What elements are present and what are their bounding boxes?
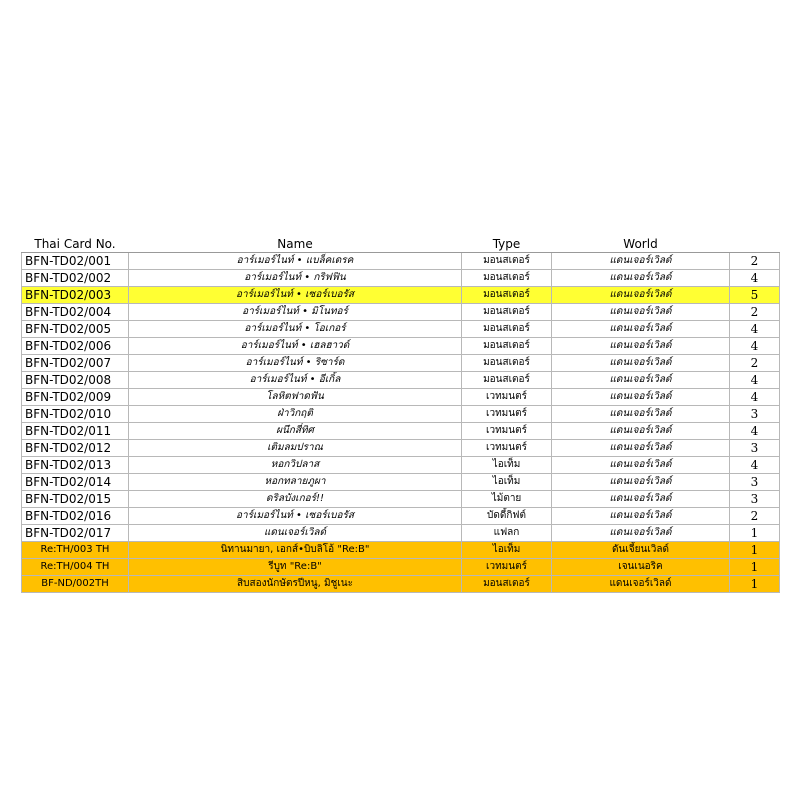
table-row xyxy=(22,508,780,525)
cell-name: หอกทลายภูผา xyxy=(129,474,462,491)
cell-card-no: BFN-TD02/010 xyxy=(22,406,129,423)
cell-card-no: BFN-TD02/006 xyxy=(22,338,129,355)
cell-name: ฝ่าวิกฤติ xyxy=(129,406,462,423)
cell-name: อาร์เมอร์ไนท์ • เซอร์เบอรัส xyxy=(129,508,462,525)
cell-card-no: BFN-TD02/011 xyxy=(22,423,129,440)
cell-type: มอนสเตอร์ xyxy=(462,372,552,389)
cell-count: 3 xyxy=(730,491,780,508)
cell-count: 1 xyxy=(730,559,780,576)
cell-count: 1 xyxy=(730,542,780,559)
cell-world: แดนเจอร์เวิลด์ xyxy=(552,508,730,525)
cell-card-no: BFN-TD02/008 xyxy=(22,372,129,389)
cell-count: 2 xyxy=(730,253,780,270)
cell-world: แดนเจอร์เวิลด์ xyxy=(552,287,730,304)
cell-count: 4 xyxy=(730,423,780,440)
cell-type: มอนสเตอร์ xyxy=(462,253,552,270)
cell-world: เจนเนอริค xyxy=(552,559,730,576)
table-row xyxy=(22,457,780,474)
cell-name: อาร์เมอร์ไนท์ • ริซาร์ด xyxy=(129,355,462,372)
cell-count: 1 xyxy=(730,576,780,593)
cell-card-no: BFN-TD02/017 xyxy=(22,525,129,542)
cell-type: ไม้ตาย xyxy=(462,491,552,508)
table-row xyxy=(22,542,780,559)
cell-name: นิทานมายา, เอกส์•บิบลิโอ้ "Re:B" xyxy=(129,542,462,559)
cell-name: สิบสองนักษัตรปีหนู, มิชูเนะ xyxy=(129,576,462,593)
cell-world: แดนเจอร์เวิลด์ xyxy=(552,355,730,372)
cell-card-no: BFN-TD02/014 xyxy=(22,474,129,491)
table-row xyxy=(22,389,780,406)
cell-world: แดนเจอร์เวิลด์ xyxy=(552,406,730,423)
cell-card-no: BFN-TD02/015 xyxy=(22,491,129,508)
table-row xyxy=(22,474,780,491)
cell-count: 2 xyxy=(730,355,780,372)
cell-type: มอนสเตอร์ xyxy=(462,321,552,338)
cell-card-no: BFN-TD02/004 xyxy=(22,304,129,321)
cell-count: 3 xyxy=(730,440,780,457)
cell-count: 2 xyxy=(730,304,780,321)
cell-count: 3 xyxy=(730,406,780,423)
table-row xyxy=(22,355,780,372)
cell-type: เวทมนตร์ xyxy=(462,406,552,423)
cell-card-no: BFN-TD02/009 xyxy=(22,389,129,406)
cell-name: อาร์เมอร์ไนท์ • เซอร์เบอรัส xyxy=(129,287,462,304)
cell-world: แดนเจอร์เวิลด์ xyxy=(552,440,730,457)
cell-world: แดนเจอร์เวิลด์ xyxy=(552,389,730,406)
cell-name: อาร์เมอร์ไนท์ • กริฟฟิน xyxy=(129,270,462,287)
table-row xyxy=(22,304,780,321)
cell-count: 4 xyxy=(730,457,780,474)
table-row xyxy=(22,321,780,338)
header-world: World xyxy=(552,236,730,253)
cell-card-no: BFN-TD02/016 xyxy=(22,508,129,525)
table-row xyxy=(22,270,780,287)
cell-world: แดนเจอร์เวิลด์ xyxy=(552,304,730,321)
cell-type: บัดดี้กิฟต์ xyxy=(462,508,552,525)
cell-card-no: BFN-TD02/003 xyxy=(22,287,129,304)
cell-count: 3 xyxy=(730,474,780,491)
card-rows xyxy=(22,253,780,593)
cell-count: 4 xyxy=(730,389,780,406)
cell-card-no: BFN-TD02/012 xyxy=(22,440,129,457)
cell-type: เวทมนตร์ xyxy=(462,423,552,440)
cell-world: ดันเจี้ยนเวิลด์ xyxy=(552,542,730,559)
cell-world: แดนเจอร์เวิลด์ xyxy=(552,491,730,508)
table-row xyxy=(22,406,780,423)
cell-card-no: BFN-TD02/013 xyxy=(22,457,129,474)
cell-card-no: BFN-TD02/001 xyxy=(22,253,129,270)
header-row xyxy=(22,236,780,253)
cell-name: หอกวิปลาส xyxy=(129,457,462,474)
table-row xyxy=(22,287,780,304)
cell-count: 4 xyxy=(730,270,780,287)
cell-world: แดนเจอร์เวิลด์ xyxy=(552,338,730,355)
header-type: Type xyxy=(462,236,552,253)
cell-type: มอนสเตอร์ xyxy=(462,355,552,372)
cell-world: แดนเจอร์เวิลด์ xyxy=(552,321,730,338)
cell-count: 5 xyxy=(730,287,780,304)
table-row xyxy=(22,253,780,270)
cell-name: ผนึกสี่ทิศ xyxy=(129,423,462,440)
table-row xyxy=(22,559,780,576)
cell-type: ไอเท็ม xyxy=(462,542,552,559)
cell-world: แดนเจอร์เวิลด์ xyxy=(552,576,730,593)
cell-name: แดนเจอร์เวิลด์ xyxy=(129,525,462,542)
cell-name: อาร์เมอร์ไนท์ • แบล็คเดรค xyxy=(129,253,462,270)
cell-type: แฟลก xyxy=(462,525,552,542)
cell-type: เวทมนตร์ xyxy=(462,559,552,576)
cell-name: เติมลมปราณ xyxy=(129,440,462,457)
cell-type: ไอเท็ม xyxy=(462,474,552,491)
cell-count: 1 xyxy=(730,525,780,542)
cell-type: ไอเท็ม xyxy=(462,457,552,474)
cell-type: มอนสเตอร์ xyxy=(462,270,552,287)
table-row xyxy=(22,338,780,355)
cell-card-no: Re:TH/004 TH xyxy=(22,559,129,576)
cell-type: มอนสเตอร์ xyxy=(462,576,552,593)
cell-type: เวทมนตร์ xyxy=(462,440,552,457)
table-row xyxy=(22,423,780,440)
cell-world: แดนเจอร์เวิลด์ xyxy=(552,474,730,491)
cell-card-no: BFN-TD02/007 xyxy=(22,355,129,372)
table-row xyxy=(22,491,780,508)
cell-name: อาร์เมอร์ไนท์ • โอเกอร์ xyxy=(129,321,462,338)
cell-card-no: BFN-TD02/002 xyxy=(22,270,129,287)
cell-world: แดนเจอร์เวิลด์ xyxy=(552,372,730,389)
cell-count: 4 xyxy=(730,321,780,338)
cell-type: มอนสเตอร์ xyxy=(462,338,552,355)
cell-type: มอนสเตอร์ xyxy=(462,287,552,304)
table-row xyxy=(22,372,780,389)
header-name: Name xyxy=(129,236,462,253)
cell-name: ดริลบังเกอร์!! xyxy=(129,491,462,508)
cell-name: อาร์เมอร์ไนท์ • เฮลฮาวด์ xyxy=(129,338,462,355)
cell-name: อาร์เมอร์ไนท์ • อีเกิ้ล xyxy=(129,372,462,389)
table-row xyxy=(22,525,780,542)
cell-world: แดนเจอร์เวิลด์ xyxy=(552,525,730,542)
cell-card-no: BFN-TD02/005 xyxy=(22,321,129,338)
header-card-no: Thai Card No. xyxy=(22,236,129,253)
cell-count: 4 xyxy=(730,372,780,389)
cell-card-no: BF-ND/002TH xyxy=(22,576,129,593)
cell-name: โลหิตฟาดฟัน xyxy=(129,389,462,406)
header-count xyxy=(730,236,780,253)
cell-world: แดนเจอร์เวิลด์ xyxy=(552,270,730,287)
cell-world: แดนเจอร์เวิลด์ xyxy=(552,423,730,440)
cell-name: อาร์เมอร์ไนท์ • มิโนทอร์ xyxy=(129,304,462,321)
table-row xyxy=(22,440,780,457)
cell-type: มอนสเตอร์ xyxy=(462,304,552,321)
cell-card-no: Re:TH/003 TH xyxy=(22,542,129,559)
table-row xyxy=(22,576,780,593)
cell-type: เวทมนตร์ xyxy=(462,389,552,406)
cell-count: 4 xyxy=(730,338,780,355)
card-list-table xyxy=(21,235,780,593)
cell-count: 2 xyxy=(730,508,780,525)
cell-world: แดนเจอร์เวิลด์ xyxy=(552,253,730,270)
cell-world: แดนเจอร์เวิลด์ xyxy=(552,457,730,474)
cell-name: รีบูท "Re:B" xyxy=(129,559,462,576)
